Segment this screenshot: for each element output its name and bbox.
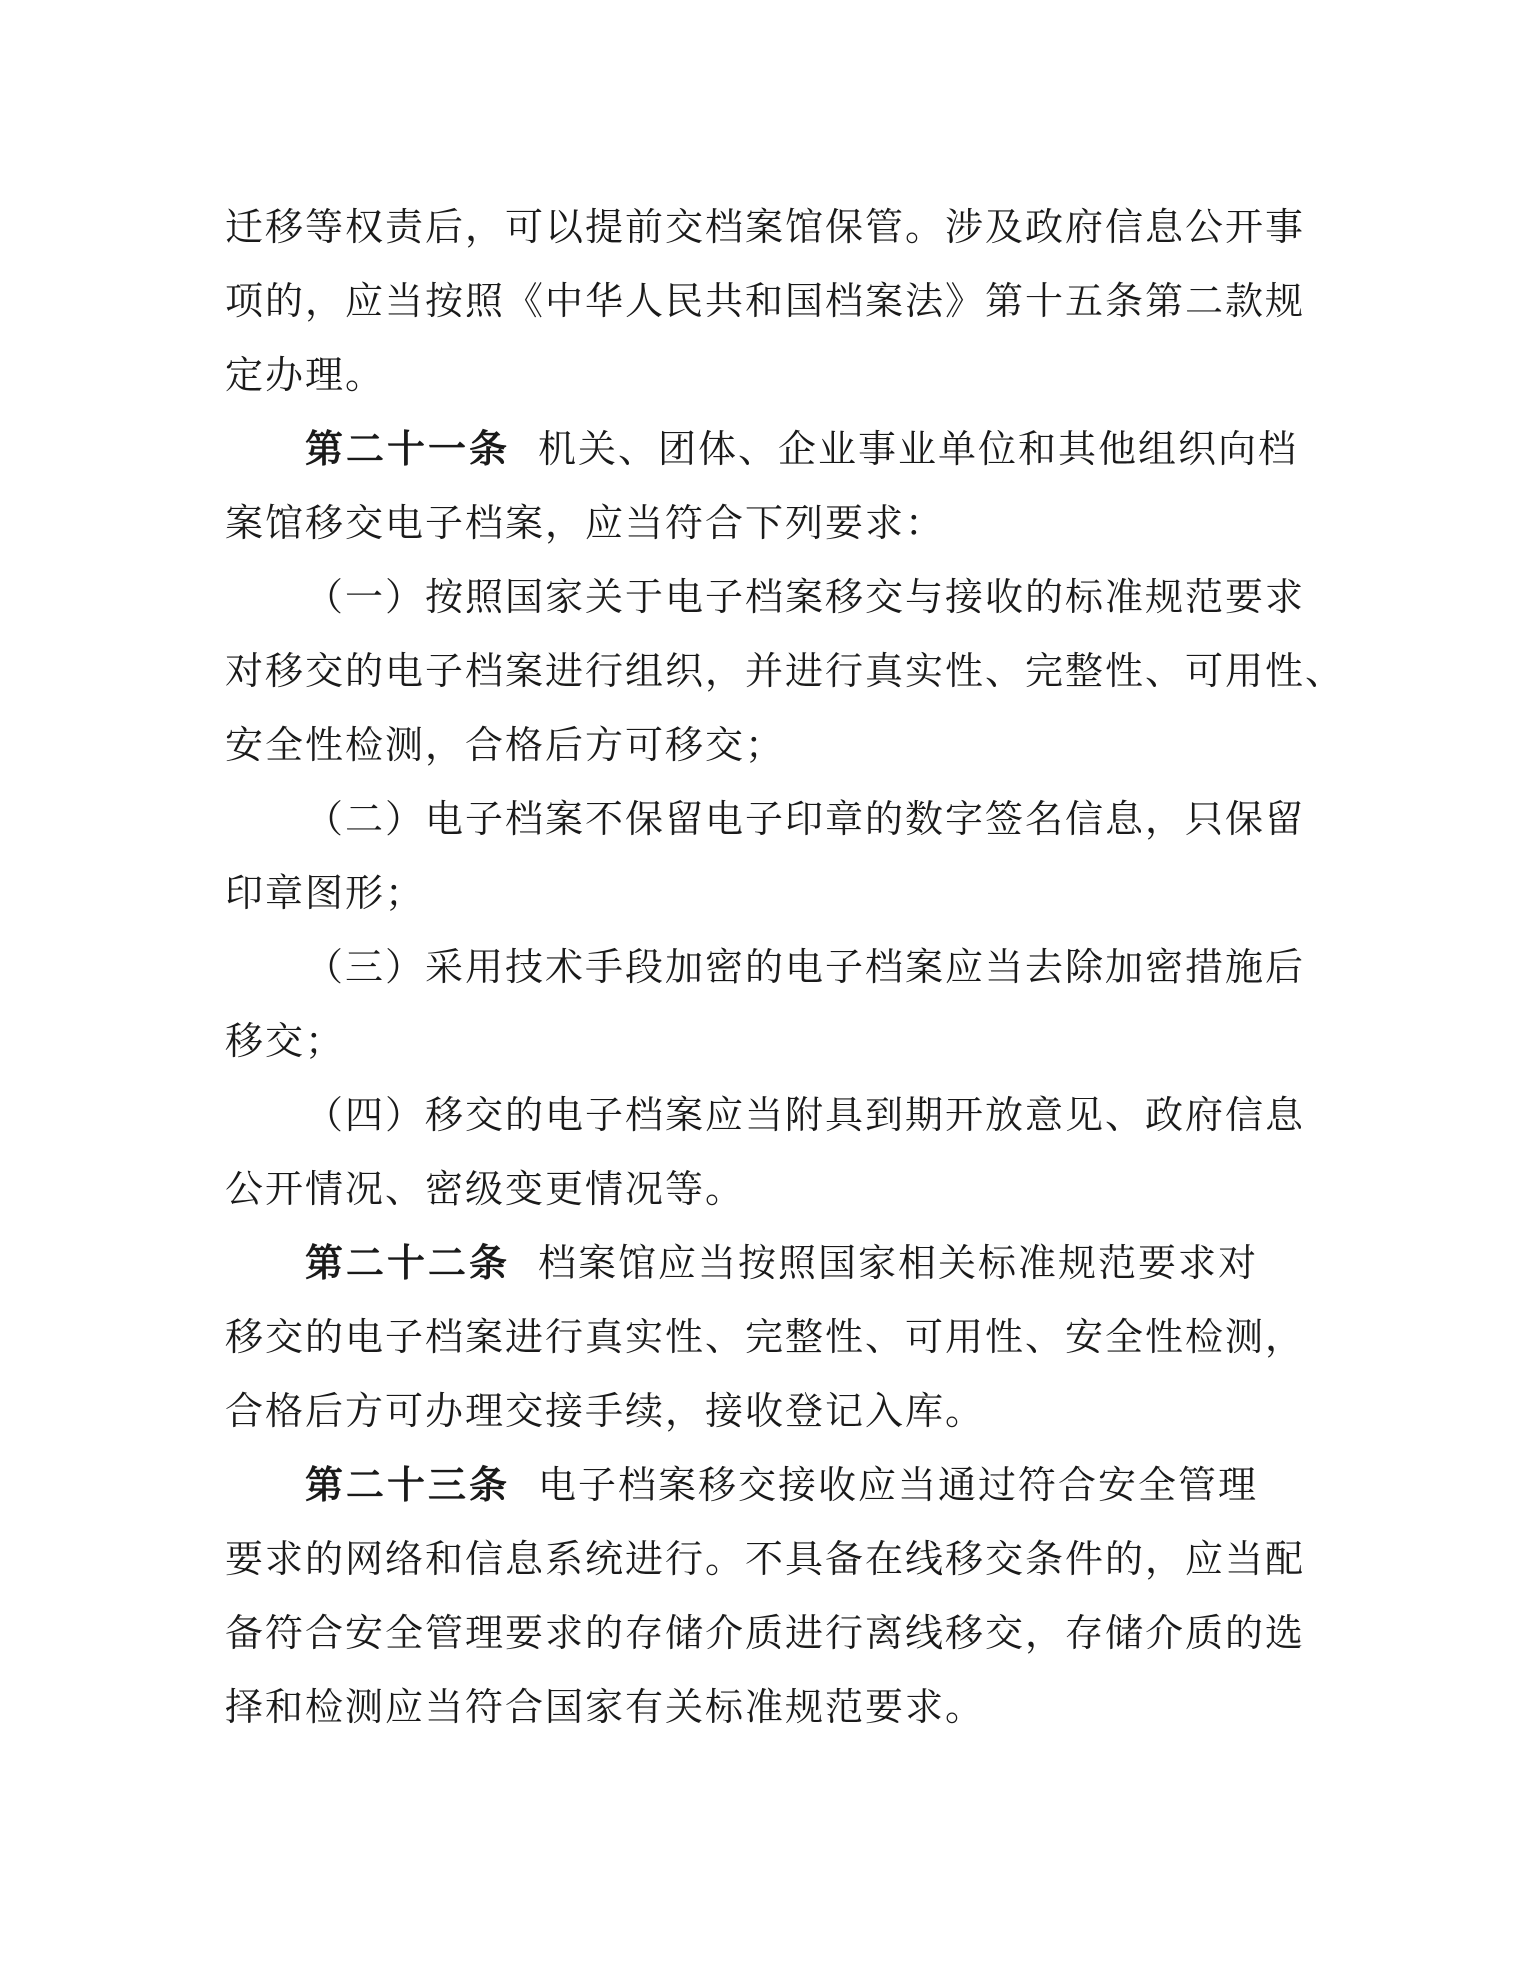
article-title: 第二十二条 [305,1240,511,1285]
list-item-4 [225,1078,1306,1226]
text-line: 合格后方可办理交接手续，接收登记入库。 [225,1389,986,1433]
article-first-line [225,412,1299,486]
text-line: 移交的电子档案进行真实性、完整性、可用性、安全性检测， [225,1315,1306,1359]
article-21 [225,412,1299,560]
text-line: 备符合安全管理要求的存储介质进行离线移交，存储介质的选 [225,1611,1306,1655]
article-text: 电子档案移交接收应当通过符合安全管理 [538,1463,1259,1507]
item-first-line: （一）按照国家关于电子档案移交与接收的标准规范要求 [305,575,1306,619]
text-line: 项的，应当按照《中华人民共和国档案法》第十五条第二款规 [225,279,1306,323]
article-title: 第二十三条 [305,1462,511,1507]
text-line: 迁移等权责后，可以提前交档案馆保管。涉及政府信息公开事 [225,205,1306,249]
text-line: 印章图形； [225,871,426,915]
article-title: 第二十一条 [305,426,511,471]
text-line: 要求的网络和信息系统进行。不具备在线移交条件的，应当配 [225,1537,1306,1581]
list-item-3 [225,930,1306,1078]
text-line: 移交； [225,1019,346,1063]
paragraph-continuation [225,190,1306,412]
item-first-line: （三）采用技术手段加密的电子档案应当去除加密措施后 [305,945,1306,989]
article-text: 机关、团体、企业事业单位和其他组织向档 [538,427,1299,471]
text-line: 对移交的电子档案进行组织，并进行真实性、完整性、可用性、 [225,649,1346,693]
text-line: 择和检测应当符合国家有关标准规范要求。 [225,1685,986,1729]
article-first-line [225,1226,1290,1300]
text-line: 定办理。 [225,353,386,397]
text-line: 安全性检测，合格后方可移交； [225,723,786,767]
item-first-line: （二）电子档案不保留电子印章的数字签名信息，只保留 [305,797,1306,841]
text-line: 案馆移交电子档案，应当符合下列要求： [225,501,946,545]
article-first-line [225,1448,1290,1522]
article-22 [225,1226,1306,1448]
document-page [225,190,1346,1744]
article-23 [225,1448,1306,1744]
item-first-line: （四）移交的电子档案应当附具到期开放意见、政府信息 [305,1093,1306,1137]
text-line: 公开情况、密级变更情况等。 [225,1167,746,1211]
list-item-1 [225,560,1346,782]
list-item-2 [225,782,1306,930]
article-text: 档案馆应当按照国家相关标准规范要求对 [538,1241,1259,1285]
